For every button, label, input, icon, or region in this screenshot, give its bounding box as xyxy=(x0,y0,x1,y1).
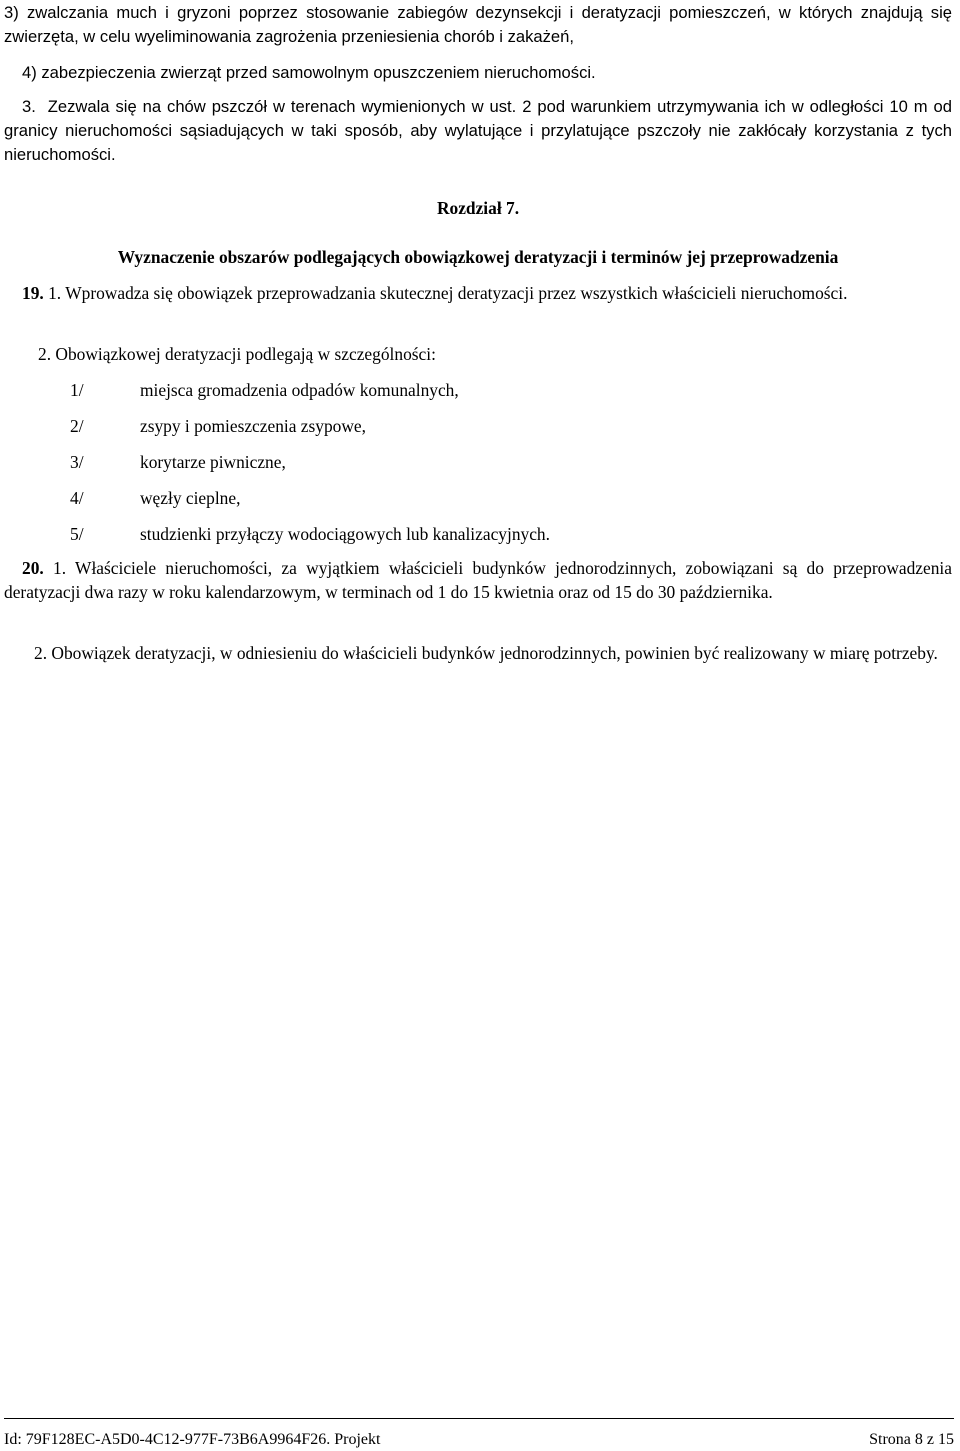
list-item xyxy=(70,414,952,438)
page-number: Strona 8 z 15 xyxy=(869,1431,954,1448)
section-19-mark: 19. xyxy=(22,283,44,303)
paragraph-3-text: Zezwala się na chów pszczół w terenach wymienionych w ust. 2 pod warunkiem utrzymywania ich w odległości 10 m od granicy nieruchomości sąsiadujących w taki sposób, aby wylatujące i przylatujące pszczoły nie zakłócały korzystania z tych nieruchomości. xyxy=(4,97,952,164)
section-20-p1-number: 1. xyxy=(53,558,67,578)
list-item xyxy=(70,450,952,474)
section-19-p1-text: Wprowadza się obowiązek przeprowadzania skutecznej deratyzacji przez wszystkich właścicieli nieruchomości. xyxy=(65,283,848,303)
list-item-number: 5/ xyxy=(70,524,84,544)
list-item-text: miejsca gromadzenia odpadów komunalnych, xyxy=(140,380,459,400)
chapter-label: Rozdział 7. xyxy=(436,198,520,218)
section-20-paragraph-1 xyxy=(4,556,952,604)
list-item-number: 2/ xyxy=(70,416,84,436)
section-19-p1-number: 1. xyxy=(48,283,62,303)
section-19-p2-text: Obowiązkowej deratyzacji podlegają w szczególności: xyxy=(55,344,436,364)
list-item-text: zsypy i pomieszczenia zsypowe, xyxy=(140,416,367,436)
section-19-paragraph-2 xyxy=(38,342,436,366)
document-id: Id: 79F128EC-A5D0-4C12-977F-73B6A9964F26. Projekt xyxy=(4,1431,381,1448)
section-20-paragraph-2 xyxy=(4,641,952,665)
section-19-paragraph-1 xyxy=(4,281,952,305)
list-item xyxy=(70,522,952,546)
list-item-number: 3/ xyxy=(70,452,84,472)
list-item-text: węzły cieplne, xyxy=(140,488,241,508)
list-item-4: 4) zabezpieczenia zwierząt przed samowolnym opuszczeniem nieruchomości. xyxy=(22,63,596,82)
list-item-text: korytarze piwniczne, xyxy=(140,452,286,472)
section-20-p2-number: 2. xyxy=(34,643,48,663)
section-20-p1-text: Właściciele nieruchomości, za wyjątkiem właścicieli budynków jednorodzinnych, zobowiązani są do przeprowadzenia deratyzacji dwa razy w roku kalendarzowym, w terminach od 1 do 15 kwietnia oraz od 15 do 30 października. xyxy=(4,558,952,602)
section-20-p2-text: Obowiązek deratyzacji, w odniesieniu do właścicieli budynków jednorodzinnych, powinien być realizowany w miarę potrzeby. xyxy=(51,643,938,663)
list-item xyxy=(70,486,952,510)
section-19-p2-number: 2. xyxy=(38,344,52,364)
paragraph-3-number: 3. xyxy=(22,97,36,116)
deratization-list xyxy=(4,378,952,546)
section-20-mark: 20. xyxy=(22,558,44,578)
paragraph-3 xyxy=(4,95,952,167)
page-footer xyxy=(4,1418,954,1451)
list-item-number: 1/ xyxy=(70,380,84,400)
list-item xyxy=(70,378,952,402)
list-item-3: 3) zwalczania much i gryzoni poprzez stosowanie zabiegów dezynsekcji i deratyzacji pomieszczeń, w których znajdują się zwierzęta, w celu wyeliminowania zagrożenia przeniesienia chorób i zakażeń, xyxy=(4,3,952,46)
list-item-text: studzienki przyłączy wodociągowych lub kanalizacyjnych. xyxy=(140,524,550,544)
chapter-title: Wyznaczenie obszarów podlegających obowiązkowej deratyzacji i terminów jej przeprowadzenia xyxy=(117,247,839,267)
list-item-number: 4/ xyxy=(70,488,84,508)
